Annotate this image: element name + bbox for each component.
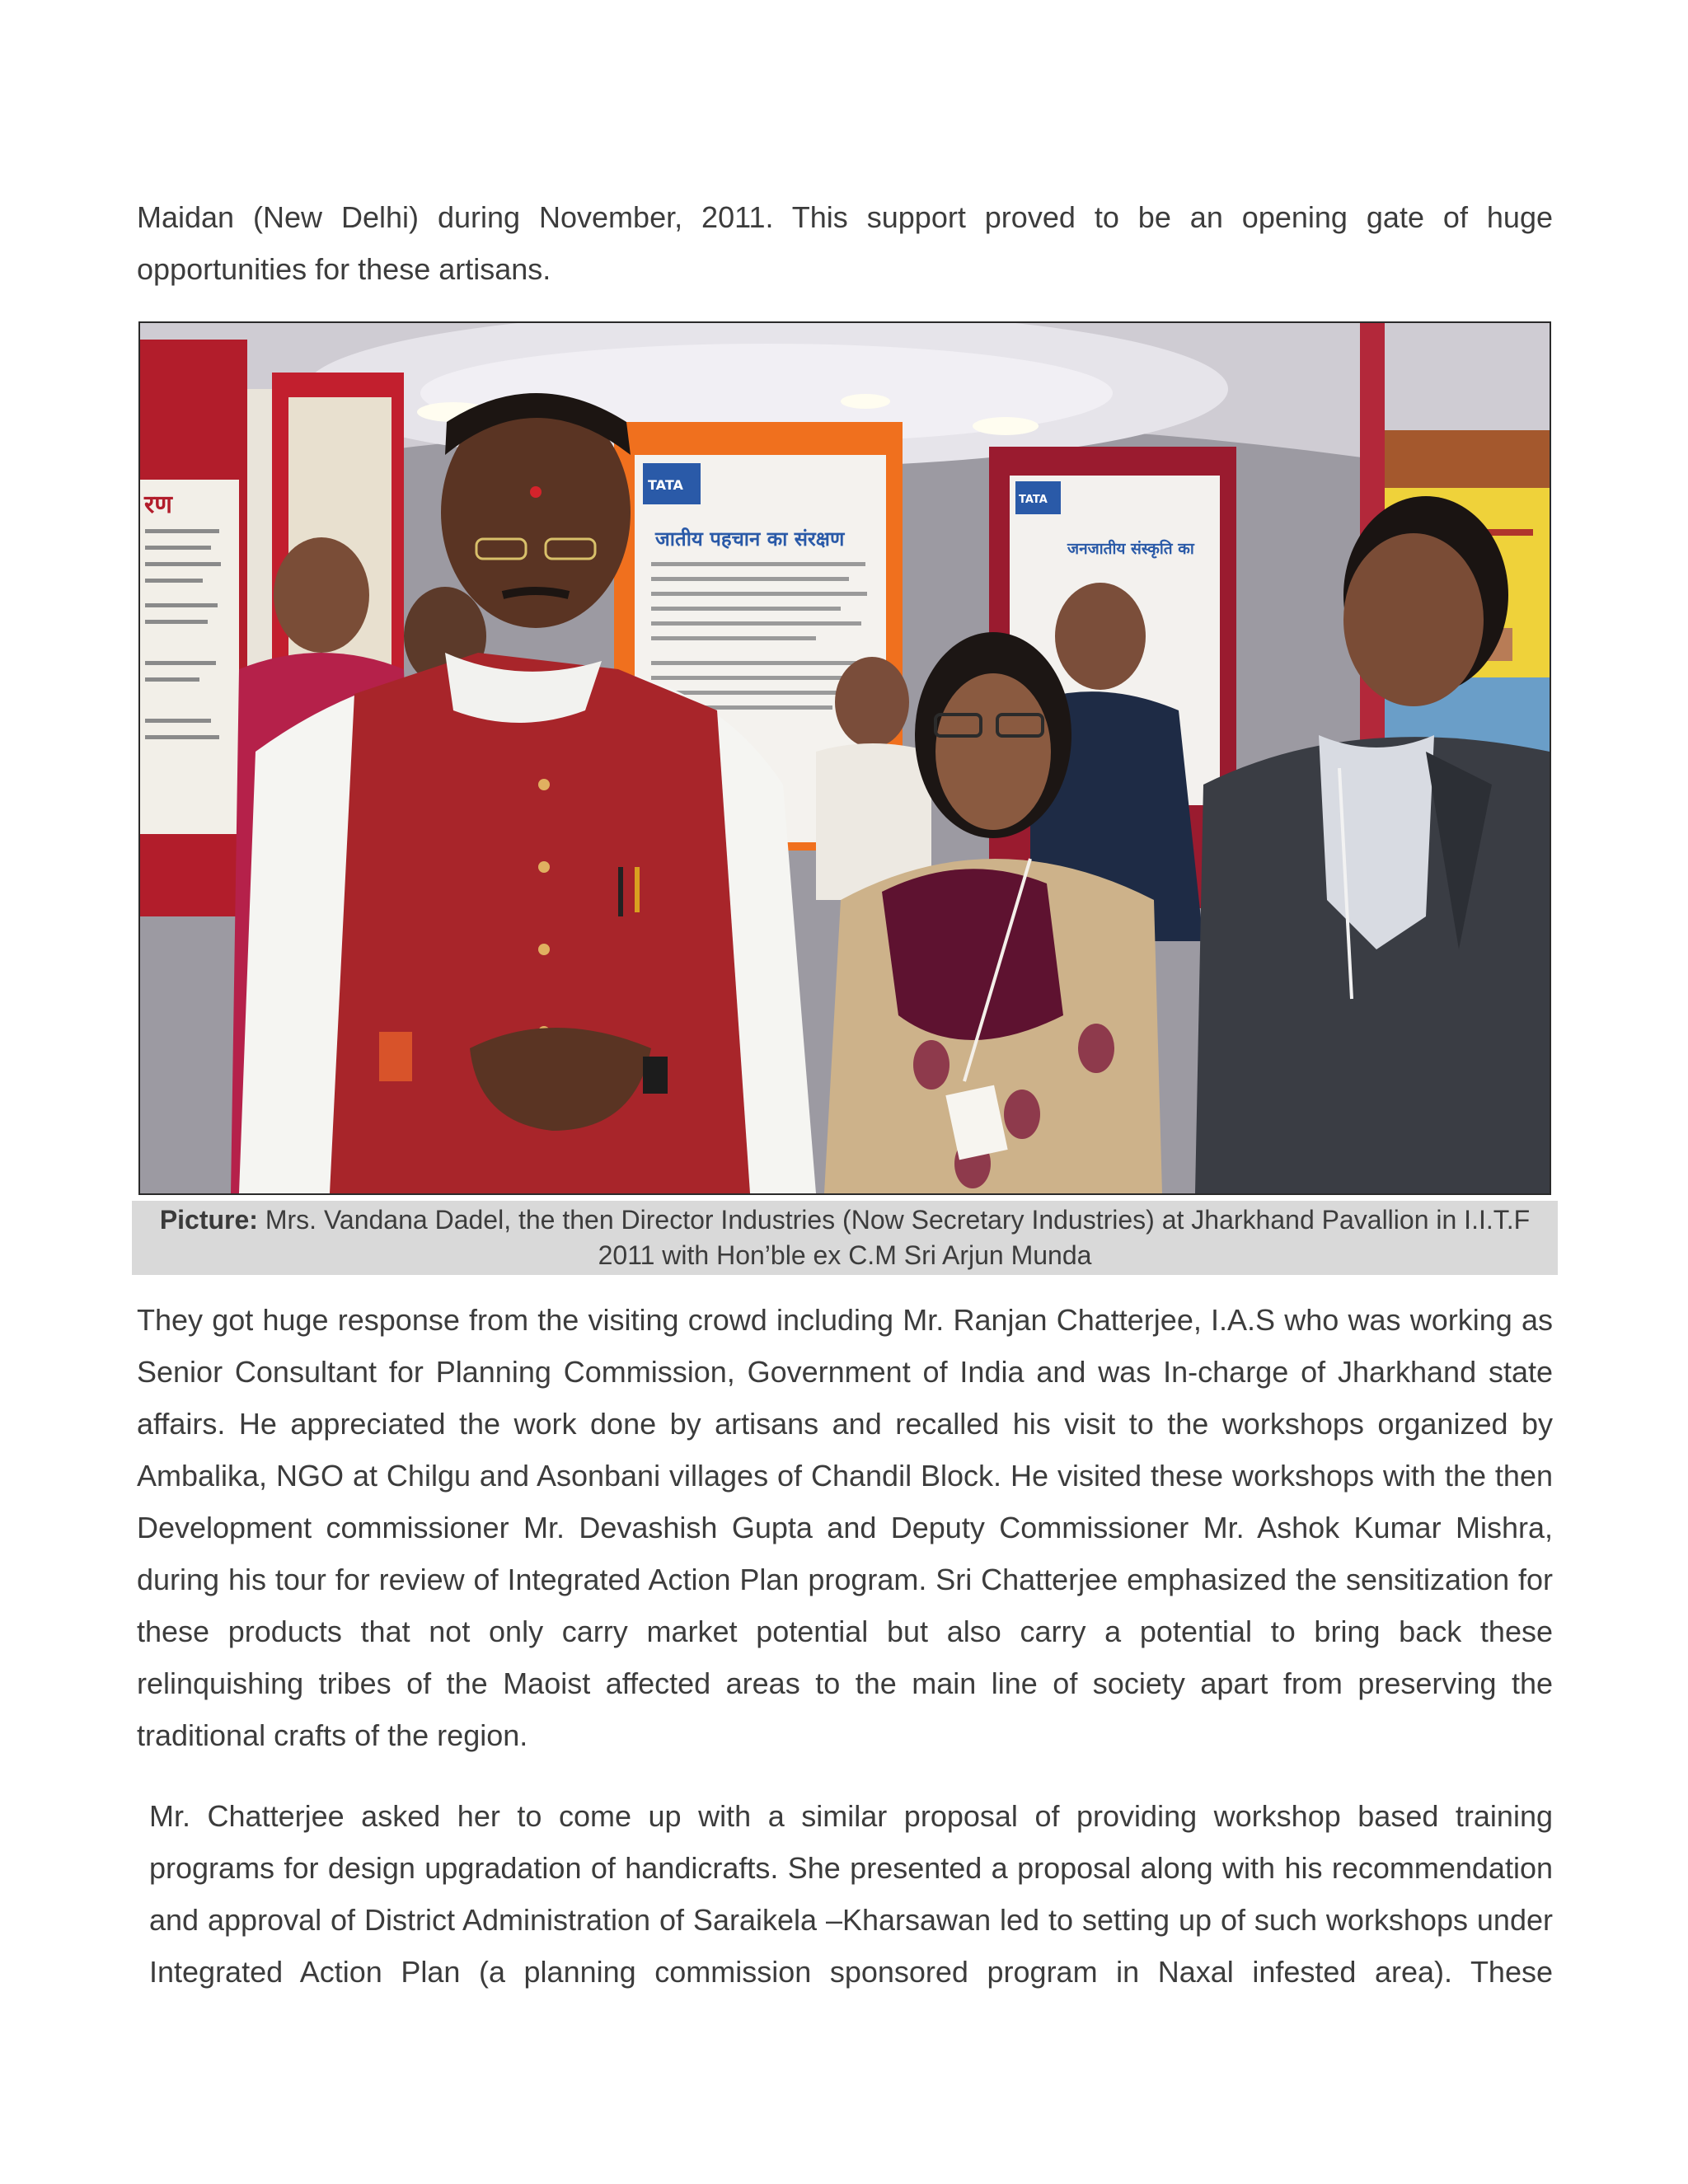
poster-headline-left: जातीय पहचान का संरक्षण [655, 527, 845, 551]
tata-badge-left: TATA [648, 477, 683, 493]
caption-label: Picture: [159, 1205, 258, 1235]
event-photo [138, 321, 1551, 1195]
caption-text: Mrs. Vandana Dadel, the then Director Industries (Now Secretary Industries) at Jharkhand Pavallion in I.I.T.F 2011 with Hon’ble ex C.M Sri Arjun Munda [257, 1205, 1531, 1270]
paragraph-intro: Maidan (New Delhi) during November, 2011. This support proved to be an opening gate of huge opportunities for these artisans. [137, 200, 1553, 286]
poster-headline-right: जनजातीय संस्कृति का [1067, 540, 1194, 558]
photo-caption [132, 1201, 1558, 1275]
poster-side-left: रण [144, 490, 172, 519]
tata-badge-right: TATA [1019, 494, 1048, 506]
paragraph-proposal: Mr. Chatterjee asked her to come up with a similar proposal of providing workshop based training programs for design upgradation of handicrafts. She presented a proposal along with his recommendation and approval of District Administration of Saraikela –Kharsawan led to setting up of such workshops under Integrated Action Plan (a planning commission sponsored program in Naxal infested area). These [149, 1799, 1553, 1989]
paragraph-response: They got huge response from the visiting crowd including Mr. Ranjan Chatterjee, I.A.S who was working as Senior Consultant for Planning Commission, Government of India and was In-charge of Jharkhand state affairs. He appreciated the work done by artisans and recalled his visit to the workshops organized by Ambalika, NGO at Chilgu and Asonbani villages of Chandil Block. He visited these workshops with the then Development commissioner Mr. Devashish Gupta and Deputy Commissioner Mr. Ashok Kumar Mishra, during his tour for review of Integrated Action Plan program. Sri Chatterjee emphasized the sensitization for these products that not only carry market potential but also carry a potential to bring back these relinquishing tribes of the Maoist affected areas to the main line of society apart from preserving the traditional crafts of the region. [137, 1303, 1553, 1752]
